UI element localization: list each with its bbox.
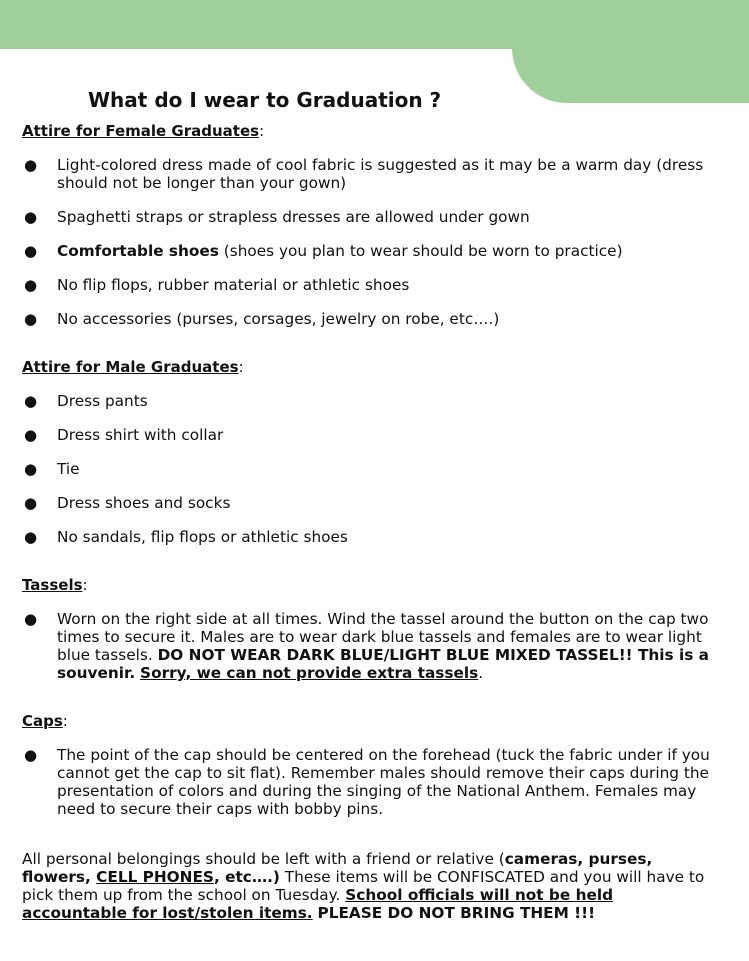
caps-heading-text: Caps: [22, 712, 63, 730]
female-heading-text: Attire for Female Graduates: [22, 122, 260, 140]
bullet-icon: ●: [24, 276, 38, 294]
bullet-icon: ●: [24, 494, 38, 512]
list-item: ● Tie: [24, 460, 80, 478]
male-heading-text: Attire for Male Graduates: [22, 358, 239, 376]
list-item: ● Dress pants: [24, 392, 148, 410]
female-section-heading: Attire for Female Graduates:: [22, 122, 265, 140]
list-item: ● The point of the cap should be centered on the forehead (tuck the fabric under if you cannot get the cap to sit flat). Remember males should remove their caps during the presentation of colors and during the singing of the National Anthem. Females may need to secure their caps with bobby pins.: [24, 746, 710, 818]
female-attire-list: [22, 156, 722, 328]
bullet-icon: ●: [24, 392, 38, 410]
list-item: ● No sandals, flip flops or athletic shoes: [24, 528, 348, 546]
bullet-icon: ●: [24, 610, 38, 628]
male-attire-list: [22, 392, 722, 546]
list-item: ● Spaghetti straps or strapless dresses are allowed under gown: [24, 208, 530, 226]
bullet-icon: ●: [24, 460, 38, 478]
list-item: ● No flip flops, rubber material or athletic shoes: [24, 276, 410, 294]
list-item: ● No accessories (purses, corsages, jewelry on robe, etc….): [24, 310, 500, 328]
bullet-icon: ●: [24, 156, 38, 174]
belongings-notice: All personal belongings should be left with a friend or relative (cameras, purses, flowers, CELL PHONES, etc….) These items will be CONFISCATED and you will have to pick them up from the school on Tuesday. School officials will not be held accountable for lost/stolen items. PLEASE DO NOT BRING THEM !!!: [22, 850, 705, 922]
document-body: [22, 122, 722, 922]
page-title: What do I wear to Graduation ?: [88, 88, 442, 112]
list-item: ● Worn on the right side at all times. Wind the tassel around the button on the cap two times to secure it. Males are to wear dark blue tassels and females are to wear light blue tassels. DO NOT WEAR DARK BLUE/LIGHT BLUE MIXED TASSEL!! This is a souvenir. Sorry, we can not provide extra tassels.: [24, 610, 709, 682]
list-item: ● Dress shirt with collar: [24, 426, 224, 444]
bullet-icon: ●: [24, 746, 38, 764]
bullet-icon: ●: [24, 208, 38, 226]
tassels-heading-text: Tassels: [22, 576, 83, 594]
bullet-icon: ●: [24, 426, 38, 444]
header-corner-shape: [512, 0, 749, 103]
bullet-icon: ●: [24, 310, 38, 328]
tassels-list: [22, 610, 722, 682]
tassels-section-heading: Tassels:: [22, 576, 88, 594]
list-item: ● Light-colored dress made of cool fabric is suggested as it may be a warm day (dress should not be longer than your gown): [24, 156, 704, 192]
list-item: ● Comfortable shoes (shoes you plan to wear should be worn to practice): [24, 242, 623, 260]
list-item: ● Dress shoes and socks: [24, 494, 231, 512]
caps-list: [22, 746, 722, 818]
bullet-icon: ●: [24, 528, 38, 546]
caps-section-heading: Caps:: [22, 712, 68, 730]
bullet-icon: ●: [24, 242, 38, 260]
male-section-heading: Attire for Male Graduates:: [22, 358, 244, 376]
